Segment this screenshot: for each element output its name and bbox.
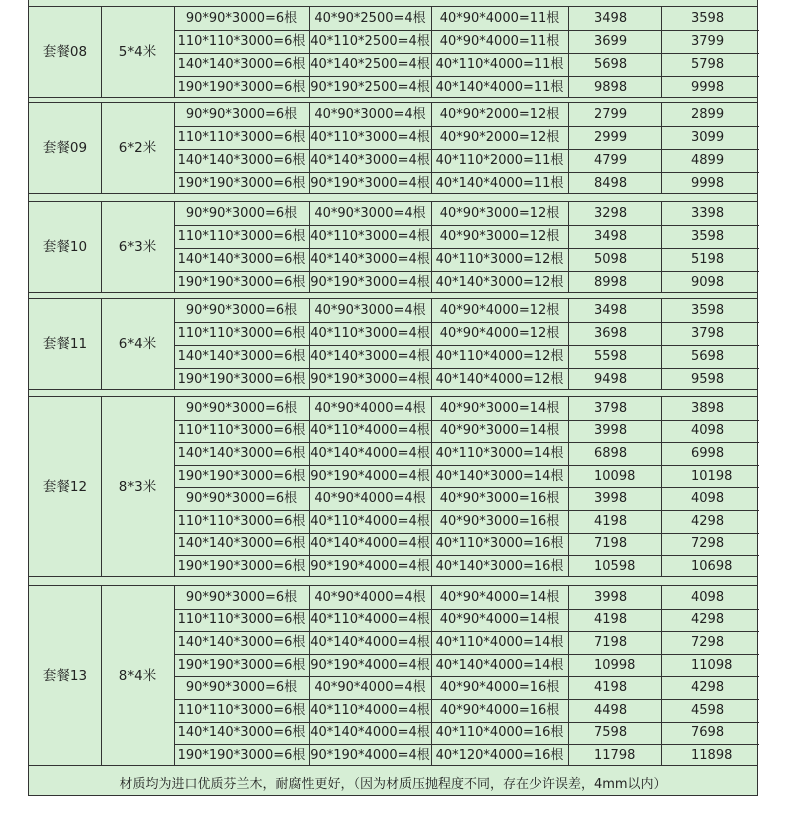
price-b: 3598	[691, 303, 725, 318]
price-a: 9898	[594, 80, 628, 95]
price-a: 7198	[594, 536, 628, 552]
price-b: 11098	[691, 657, 733, 673]
post-spec: 110*110*3000=6根	[177, 34, 306, 49]
slat-spec: 40*90*3000=14根	[439, 400, 560, 416]
price-a: 3298	[594, 206, 628, 221]
price-b: 3598	[691, 11, 725, 26]
package-block	[29, 396, 757, 577]
post-spec: 90*90*3000=6根	[185, 680, 298, 696]
price-b: 4098	[691, 589, 725, 605]
price-a: 3498	[594, 229, 628, 244]
price-b: 9098	[691, 275, 725, 290]
price-b: 9598	[691, 372, 725, 387]
slat-spec: 40*90*4000=14根	[439, 589, 560, 605]
price-a: 10598	[594, 558, 636, 574]
price-a: 2799	[594, 107, 628, 122]
beam-spec: 40*90*3000=4根	[314, 107, 426, 122]
price-b: 5198	[691, 252, 725, 267]
slat-spec: 40*110*3000=12根	[435, 252, 564, 267]
beam-spec: 90*190*3000=4根	[310, 176, 430, 191]
price-a: 3498	[594, 303, 628, 318]
beam-spec: 40*110*4000=4根	[310, 702, 430, 718]
slat-spec: 40*90*3000=14根	[439, 423, 560, 439]
price-b: 9998	[691, 176, 725, 191]
price-a: 3698	[594, 326, 628, 341]
post-spec: 140*140*3000=6根	[177, 445, 306, 461]
price-b: 3898	[691, 400, 725, 416]
post-spec: 140*140*3000=6根	[177, 252, 306, 267]
post-spec: 90*90*3000=6根	[185, 303, 298, 318]
slat-spec: 40*90*4000=16根	[439, 702, 560, 718]
beam-spec: 40*90*2500=4根	[314, 11, 426, 26]
price-a: 2999	[594, 130, 628, 145]
slat-spec: 40*140*3000=12根	[435, 275, 564, 290]
package-name: 套餐10	[42, 239, 88, 256]
price-a: 10998	[594, 657, 636, 673]
beam-spec: 90*190*4000=4根	[310, 747, 430, 763]
slat-spec: 40*90*4000=14根	[439, 612, 560, 628]
slat-spec: 40*110*2000=11根	[435, 153, 564, 168]
price-b: 4098	[691, 491, 725, 507]
price-a: 3699	[594, 34, 628, 49]
price-a: 4198	[594, 513, 628, 529]
price-a: 6898	[594, 445, 628, 461]
post-spec: 140*140*3000=6根	[177, 536, 306, 552]
beam-spec: 40*90*4000=4根	[314, 400, 426, 416]
package-name: 套餐09	[42, 140, 88, 157]
package-name: 套餐08	[42, 44, 88, 61]
beam-spec: 40*90*4000=4根	[314, 491, 426, 507]
package-block	[29, 102, 757, 194]
post-spec: 190*190*3000=6根	[177, 80, 306, 95]
slat-spec: 40*140*4000=12根	[435, 372, 564, 387]
price-a: 3998	[594, 589, 628, 605]
package-size: 5*4米	[118, 44, 157, 61]
price-a: 3998	[594, 423, 628, 439]
price-b: 3798	[691, 326, 725, 341]
beam-spec: 90*190*3000=4根	[310, 275, 430, 290]
price-b: 3598	[691, 229, 725, 244]
price-a: 7598	[594, 725, 628, 741]
post-spec: 110*110*3000=6根	[177, 326, 306, 341]
price-a: 3998	[594, 491, 628, 507]
package-block	[29, 201, 757, 293]
price-b: 3799	[691, 34, 725, 49]
beam-spec: 40*140*4000=4根	[310, 725, 430, 741]
package-name: 套餐12	[42, 478, 88, 495]
slat-spec: 40*90*3000=12根	[439, 229, 560, 244]
post-spec: 190*190*3000=6根	[177, 468, 306, 484]
price-b: 4298	[691, 513, 725, 529]
price-a: 3798	[594, 400, 628, 416]
beam-spec: 40*140*3000=4根	[310, 349, 430, 364]
price-a: 4799	[594, 153, 628, 168]
price-b: 7298	[691, 634, 725, 650]
slat-spec: 40*90*2000=12根	[439, 130, 560, 145]
slat-spec: 40*110*4000=14根	[435, 634, 564, 650]
slat-spec: 40*110*4000=11根	[435, 57, 564, 72]
post-spec: 140*140*3000=6根	[177, 57, 306, 72]
price-a: 8998	[594, 275, 628, 290]
price-b: 10698	[691, 558, 733, 574]
price-b: 11898	[691, 747, 733, 763]
beam-spec: 40*110*3000=4根	[310, 130, 430, 145]
post-spec: 110*110*3000=6根	[177, 612, 306, 628]
post-spec: 190*190*3000=6根	[177, 657, 306, 673]
package-block	[29, 298, 757, 390]
price-b: 5798	[691, 57, 725, 72]
beam-spec: 40*90*4000=4根	[314, 589, 426, 605]
price-a: 8498	[594, 176, 628, 191]
price-b: 7698	[691, 725, 725, 741]
slat-spec: 40*90*4000=16根	[439, 680, 560, 696]
price-b: 6998	[691, 445, 725, 461]
slat-spec: 40*90*4000=12根	[439, 303, 560, 318]
slat-spec: 40*90*4000=11根	[439, 11, 560, 26]
price-a: 5598	[594, 349, 628, 364]
beam-spec: 40*140*3000=4根	[310, 153, 430, 168]
post-spec: 90*90*3000=6根	[185, 400, 298, 416]
footer-note: 材质均为进口优质芬兰木，耐腐性更好，（因为材质压抛程度不同，存在少许误差，4mm以内）	[119, 776, 667, 792]
post-spec: 90*90*3000=6根	[185, 491, 298, 507]
beam-spec: 90*190*3000=4根	[310, 372, 430, 387]
price-b: 5698	[691, 349, 725, 364]
package-name: 套餐13	[42, 667, 88, 684]
slat-spec: 40*140*4000=11根	[435, 80, 564, 95]
slat-spec: 40*110*4000=16根	[435, 725, 564, 741]
slat-spec: 40*140*3000=14根	[435, 468, 564, 484]
price-a: 4498	[594, 702, 628, 718]
price-b: 4899	[691, 153, 725, 168]
price-a: 10098	[594, 468, 636, 484]
beam-spec: 40*110*4000=4根	[310, 423, 430, 439]
post-spec: 90*90*3000=6根	[185, 589, 298, 605]
slat-spec: 40*90*3000=16根	[439, 513, 560, 529]
post-spec: 110*110*3000=6根	[177, 130, 306, 145]
slat-spec: 40*90*3000=12根	[439, 206, 560, 221]
price-a: 5098	[594, 252, 628, 267]
post-spec: 190*190*3000=6根	[177, 747, 306, 763]
beam-spec: 40*110*3000=4根	[310, 326, 430, 341]
price-a: 4198	[594, 680, 628, 696]
package-size: 6*3米	[118, 239, 157, 256]
post-spec: 190*190*3000=6根	[177, 558, 306, 574]
price-b: 3099	[691, 130, 725, 145]
price-table	[28, 0, 758, 796]
post-spec: 140*140*3000=6根	[177, 634, 306, 650]
price-b: 4598	[691, 702, 725, 718]
price-b: 10198	[691, 468, 733, 484]
package-size: 8*3米	[118, 478, 157, 495]
beam-spec: 90*190*4000=4根	[310, 657, 430, 673]
post-spec: 190*190*3000=6根	[177, 275, 306, 290]
slat-spec: 40*90*2000=12根	[439, 107, 560, 122]
beam-spec: 40*90*4000=4根	[314, 680, 426, 696]
slat-spec: 40*110*4000=12根	[435, 349, 564, 364]
beam-spec: 40*110*3000=4根	[310, 229, 430, 244]
beam-spec: 40*140*4000=4根	[310, 634, 430, 650]
post-spec: 140*140*3000=6根	[177, 349, 306, 364]
price-b: 2899	[691, 107, 725, 122]
package-block	[29, 585, 757, 766]
price-a: 3498	[594, 11, 628, 26]
slat-spec: 40*120*4000=16根	[435, 747, 564, 763]
post-spec: 110*110*3000=6根	[177, 423, 306, 439]
slat-spec: 40*140*4000=14根	[435, 657, 564, 673]
post-spec: 110*110*3000=6根	[177, 702, 306, 718]
slat-spec: 40*110*3000=16根	[435, 536, 564, 552]
price-b: 3398	[691, 206, 725, 221]
beam-spec: 40*90*3000=4根	[314, 206, 426, 221]
beam-spec: 40*140*4000=4根	[310, 536, 430, 552]
post-spec: 140*140*3000=6根	[177, 153, 306, 168]
post-spec: 90*90*3000=6根	[185, 206, 298, 221]
price-b: 4298	[691, 612, 725, 628]
price-a: 7198	[594, 634, 628, 650]
price-b: 4098	[691, 423, 725, 439]
price-b: 9998	[691, 80, 725, 95]
post-spec: 90*90*3000=6根	[185, 107, 298, 122]
price-a: 11798	[594, 747, 636, 763]
slat-spec: 40*90*4000=12根	[439, 326, 560, 341]
price-a: 5698	[594, 57, 628, 72]
slat-spec: 40*140*4000=11根	[435, 176, 564, 191]
package-name: 套餐11	[42, 336, 88, 353]
post-spec: 140*140*3000=6根	[177, 725, 306, 741]
slat-spec: 40*90*3000=16根	[439, 491, 560, 507]
post-spec: 190*190*3000=6根	[177, 176, 306, 191]
price-a: 9498	[594, 372, 628, 387]
beam-spec: 90*190*2500=4根	[310, 80, 430, 95]
price-b: 4298	[691, 680, 725, 696]
package-size: 8*4米	[118, 667, 157, 684]
post-spec: 190*190*3000=6根	[177, 372, 306, 387]
beam-spec: 40*110*4000=4根	[310, 513, 430, 529]
price-a: 4198	[594, 612, 628, 628]
post-spec: 110*110*3000=6根	[177, 229, 306, 244]
slat-spec: 40*110*3000=14根	[435, 445, 564, 461]
price-b: 7298	[691, 536, 725, 552]
post-spec: 90*90*3000=6根	[185, 11, 298, 26]
package-size: 6*4米	[118, 336, 157, 353]
slat-spec: 40*90*4000=11根	[439, 34, 560, 49]
slat-spec: 40*140*3000=16根	[435, 558, 564, 574]
beam-spec: 90*190*4000=4根	[310, 468, 430, 484]
beam-spec: 40*110*2500=4根	[310, 34, 430, 49]
package-size: 6*2米	[118, 140, 157, 157]
beam-spec: 40*90*3000=4根	[314, 303, 426, 318]
beam-spec: 40*110*4000=4根	[310, 612, 430, 628]
package-block	[29, 6, 757, 98]
beam-spec: 90*190*4000=4根	[310, 558, 430, 574]
beam-spec: 40*140*3000=4根	[310, 252, 430, 267]
beam-spec: 40*140*2500=4根	[310, 57, 430, 72]
post-spec: 110*110*3000=6根	[177, 513, 306, 529]
beam-spec: 40*140*4000=4根	[310, 445, 430, 461]
